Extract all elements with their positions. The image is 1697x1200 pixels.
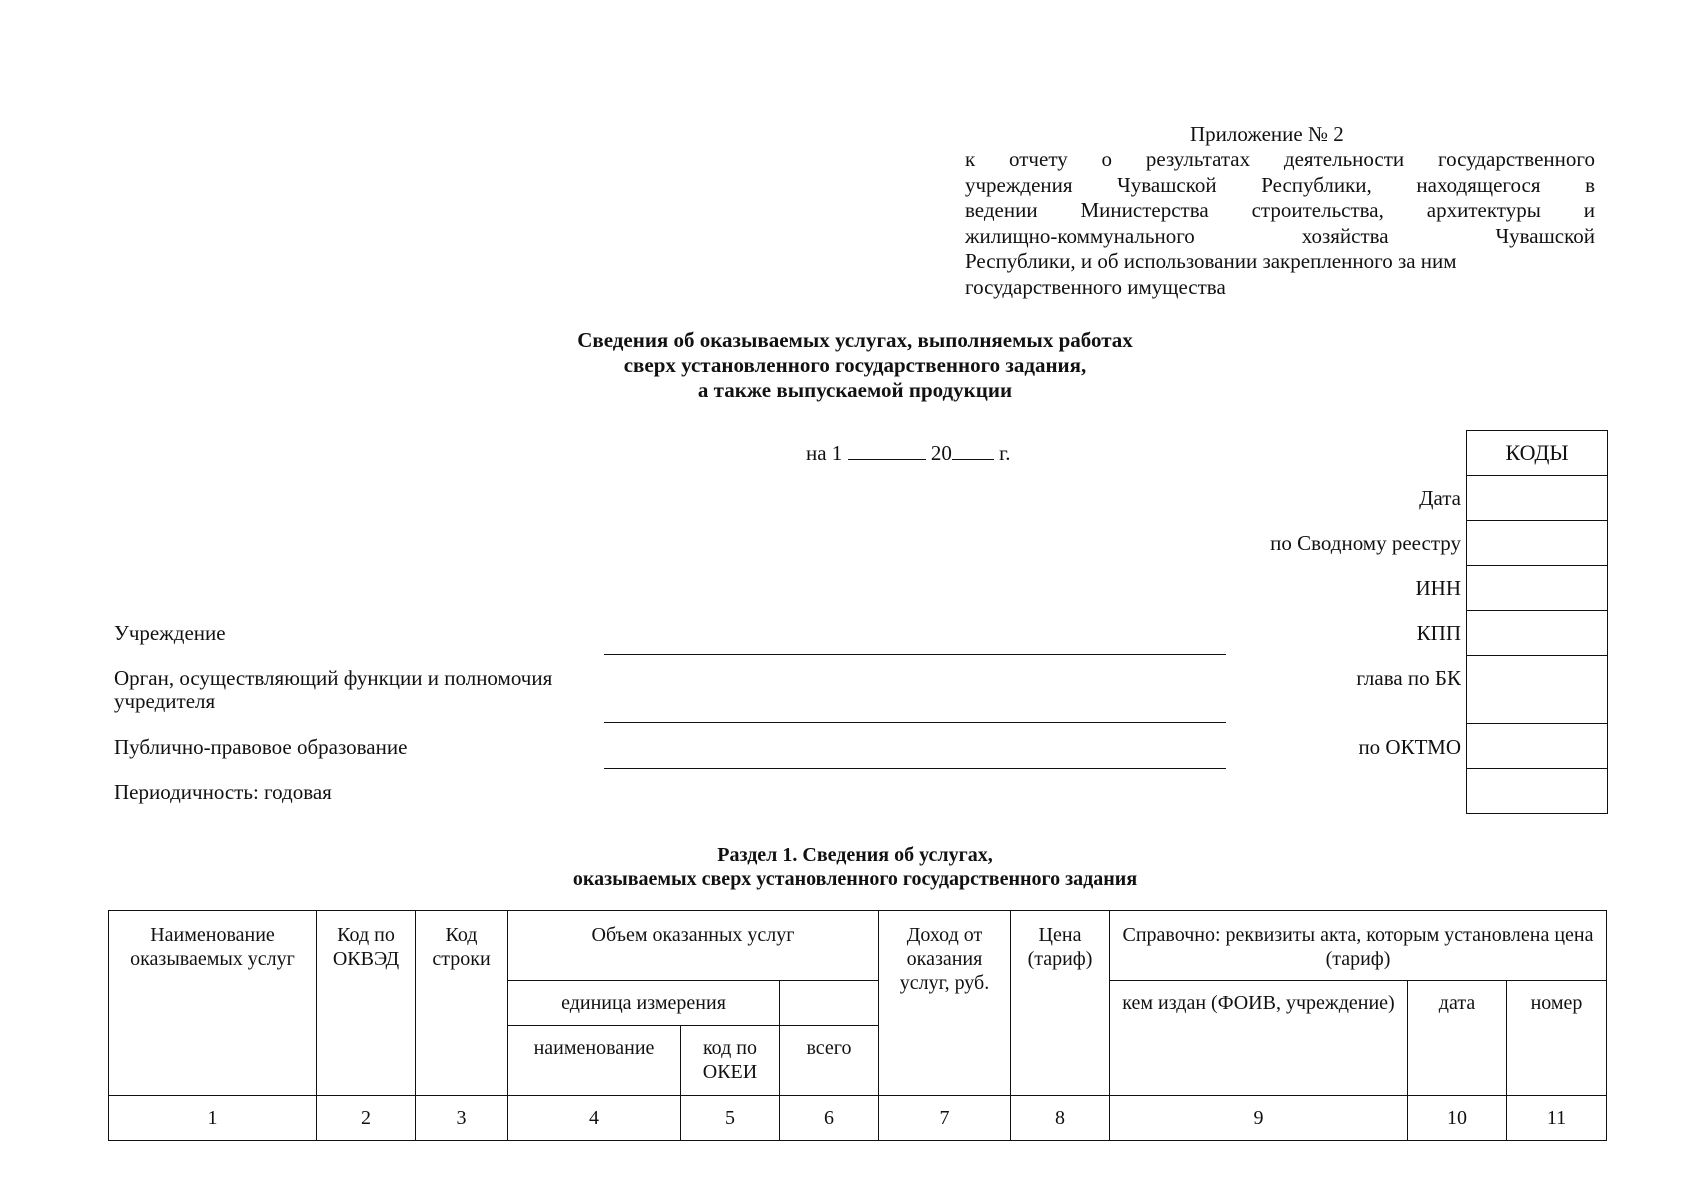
appendix-text: [965, 147, 1595, 300]
code-label-bk: глава по БК: [1356, 666, 1461, 690]
column-number: 7: [879, 1096, 1011, 1141]
appendix-line: к отчету о результатах деятельности государственного: [965, 147, 1595, 171]
appendix-line: государственного имущества: [965, 274, 1226, 299]
year-blank[interactable]: [952, 441, 994, 460]
header-okved-code: Код по ОКВЭД: [317, 911, 416, 1096]
code-label-kpp: КПП: [1416, 621, 1461, 645]
code-cell-bk[interactable]: [1467, 656, 1608, 724]
codes-header: КОДЫ: [1467, 431, 1608, 476]
public-entity-input-line[interactable]: [604, 768, 1226, 769]
header-issuer: кем издан (ФОИВ, учреждение): [1110, 981, 1408, 1096]
document-title: [440, 328, 1270, 403]
codes-box: [1466, 430, 1608, 814]
date-suffix: г.: [999, 441, 1011, 465]
document-title-line: а также выпускаемой продукции: [697, 378, 1013, 402]
year-prefix: 20: [930, 441, 952, 465]
code-cell-kpp[interactable]: [1467, 611, 1608, 656]
appendix-line: жилищно-коммунального хозяйства Чувашской: [965, 223, 1595, 248]
code-cell-inn[interactable]: [1467, 566, 1608, 611]
code-cell-date[interactable]: [1467, 476, 1608, 521]
field-label-founder: Орган, осуществляющий функции и полномочия учредителя: [114, 666, 553, 713]
header-reference-act: Справочно: реквизиты акта, которым установлена цена (тариф): [1110, 911, 1607, 981]
column-number: 10: [1408, 1096, 1507, 1141]
header-act-number: номер: [1507, 981, 1607, 1096]
date-prefix: на 1: [806, 441, 843, 465]
founder-input-line[interactable]: [604, 722, 1226, 723]
code-cell-oktmo[interactable]: [1467, 724, 1608, 769]
code-label-oktmo: по ОКТМО: [1358, 735, 1461, 759]
header-service-name: Наименование оказываемых услуг: [109, 911, 317, 1096]
document-title-line: Сведения об оказываемых услугах, выполняемых работах: [577, 328, 1133, 352]
column-number: 8: [1011, 1096, 1110, 1141]
header-unit: единица измерения: [508, 981, 780, 1026]
section-title-line: оказываемых сверх установленного государственного задания: [572, 868, 1138, 890]
column-number: 9: [1110, 1096, 1408, 1141]
appendix-line: учреждения Чувашской Республики, находящегося в: [965, 172, 1595, 197]
code-cell-extra[interactable]: [1467, 769, 1608, 814]
column-number: 2: [317, 1096, 416, 1141]
header-income: Доход от оказания услуг, руб.: [879, 911, 1011, 1096]
report-date-line: [806, 441, 1011, 466]
header-price: Цена (тариф): [1011, 911, 1110, 1096]
appendix-title: Приложение № 2: [1190, 122, 1344, 146]
header-unit-empty: [780, 981, 879, 1026]
field-label-public-entity: Публично-правовое образование: [114, 735, 408, 759]
services-table: [108, 910, 1607, 1141]
code-label-date: Дата: [1419, 486, 1461, 510]
header-volume: Объем оказанных услуг: [508, 911, 879, 981]
field-label-institution: Учреждение: [114, 621, 226, 645]
header-total: всего: [780, 1026, 879, 1096]
field-label-periodicity: Периодичность: годовая: [114, 780, 332, 804]
day-month-blank[interactable]: [848, 441, 926, 460]
section-title: [440, 843, 1270, 891]
column-number: 4: [508, 1096, 681, 1141]
code-cell-registry[interactable]: [1467, 521, 1608, 566]
institution-input-line[interactable]: [604, 654, 1226, 655]
code-label-registry: по Сводному реестру: [1270, 531, 1461, 555]
header-act-date: дата: [1408, 981, 1507, 1096]
header-unit-name: наименование: [508, 1026, 681, 1096]
appendix-line: ведении Министерства строительства, архитектуры и: [965, 198, 1595, 222]
appendix-line: Республики, и об использовании закрепленного за ним: [965, 249, 1457, 273]
column-number: 6: [780, 1096, 879, 1141]
header-okei-code: код по ОКЕИ: [681, 1026, 780, 1096]
column-number: 11: [1507, 1096, 1607, 1141]
document-title-line: сверх установленного государственного задания,: [623, 353, 1087, 377]
header-row-code: Код строки: [416, 911, 508, 1096]
section-title-line: Раздел 1. Сведения об услугах,: [717, 844, 993, 866]
column-number: 5: [681, 1096, 780, 1141]
code-label-inn: ИНН: [1415, 576, 1461, 600]
column-number: 1: [109, 1096, 317, 1141]
column-number: 3: [416, 1096, 508, 1141]
